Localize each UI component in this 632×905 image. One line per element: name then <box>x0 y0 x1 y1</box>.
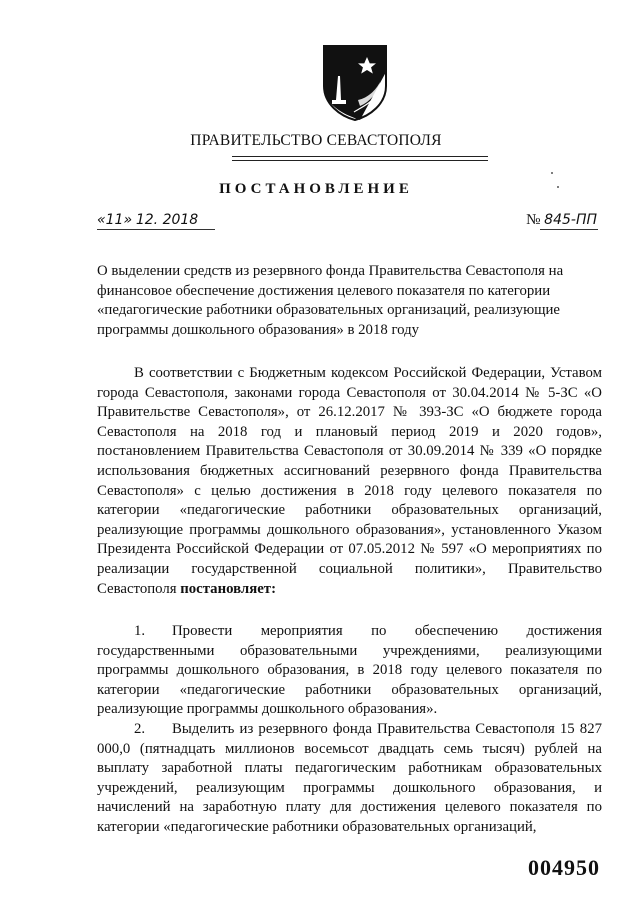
date-close-quote: » <box>123 212 133 228</box>
header-rule <box>232 156 488 157</box>
document-type-title: ПОСТАНОВЛЕНИЕ <box>219 181 413 197</box>
sevastopol-coat-of-arms-icon <box>320 42 390 122</box>
date-underline <box>97 229 215 230</box>
resolves-colon: : <box>271 580 277 597</box>
item-number: 2. <box>134 721 146 737</box>
item-number: 1. <box>134 623 146 639</box>
list-item <box>97 622 602 720</box>
preamble-paragraph <box>97 364 602 599</box>
serial-number: 004950 <box>528 855 600 880</box>
date-open-quote: « <box>97 212 106 228</box>
list-item <box>97 720 602 838</box>
preamble-text: В соответствии с Бюджетным кодексом Российской Федерации, Уставом города Севастополя, законами города Севастополя от 30.04.2014 № 5-ЗС «О Правительстве Севастополя», от 26.12.2017 № 393-ЗС «О бюджете города Севастополя на 2018 год и плановый период 2019 и 2020 годов», постановлением Правительства Севастополя от 30.09.2014 № 339 «О порядке использования бюджетных ассигнований резервного фонда Правительства Севастополя» с целью достижения в 2018 году целевого показателя по категории «педагогические работники образовательных организаций, реализующие программы дошкольного образования», установленного Указом Президента Российской Федерации от 07.05.2012 № 597 «О мероприятиях по реализации государственной социальной политики», Правительство Севастополя <box>97 365 602 597</box>
document-date <box>97 212 198 229</box>
document-number <box>526 212 597 229</box>
scan-speck <box>551 172 553 174</box>
item-text: Провести мероприятия по обеспечению достижения государственными образовательными учреждениями, реализующими программы дошкольного образования, в 2018 году целевого показателя по категории «педагогические работники образовательных организаций, реализующие программы дошкольного образования». <box>97 623 602 718</box>
number-prefix: № <box>526 212 541 228</box>
organization-name: ПРАВИТЕЛЬСТВО СЕВАСТОПОЛЯ <box>190 132 442 149</box>
number-value: 845-ПП <box>544 212 597 228</box>
date-month-year: 12. 2018 <box>135 212 199 228</box>
header-rule-thin <box>232 160 488 161</box>
document-subject: О выделении средств из резервного фонда Правительства Севастополя на финансовое обеспечение достижения целевого показателя по категории «педагогические работники образовательных организаций, реализующие программы дошкольного образования» в 2018 году <box>97 263 564 338</box>
item-text: Выделить из резервного фонда Правительства Севастополя 15 827 000,0 (пятнадцать миллионов восемьсот двадцать семь тысяч) рублей на выплату заработной платы педагогическим работникам образовательных учреждений, реализующим программы дошкольного образования, и начислений на заработную плату для достижения целевого показателя по категории «педагогические работники образовательных организаций, <box>97 721 602 835</box>
resolves-word: постановляет <box>180 580 272 597</box>
scan-speck <box>557 186 559 188</box>
number-underline <box>540 229 598 230</box>
date-day: 11 <box>105 212 124 228</box>
